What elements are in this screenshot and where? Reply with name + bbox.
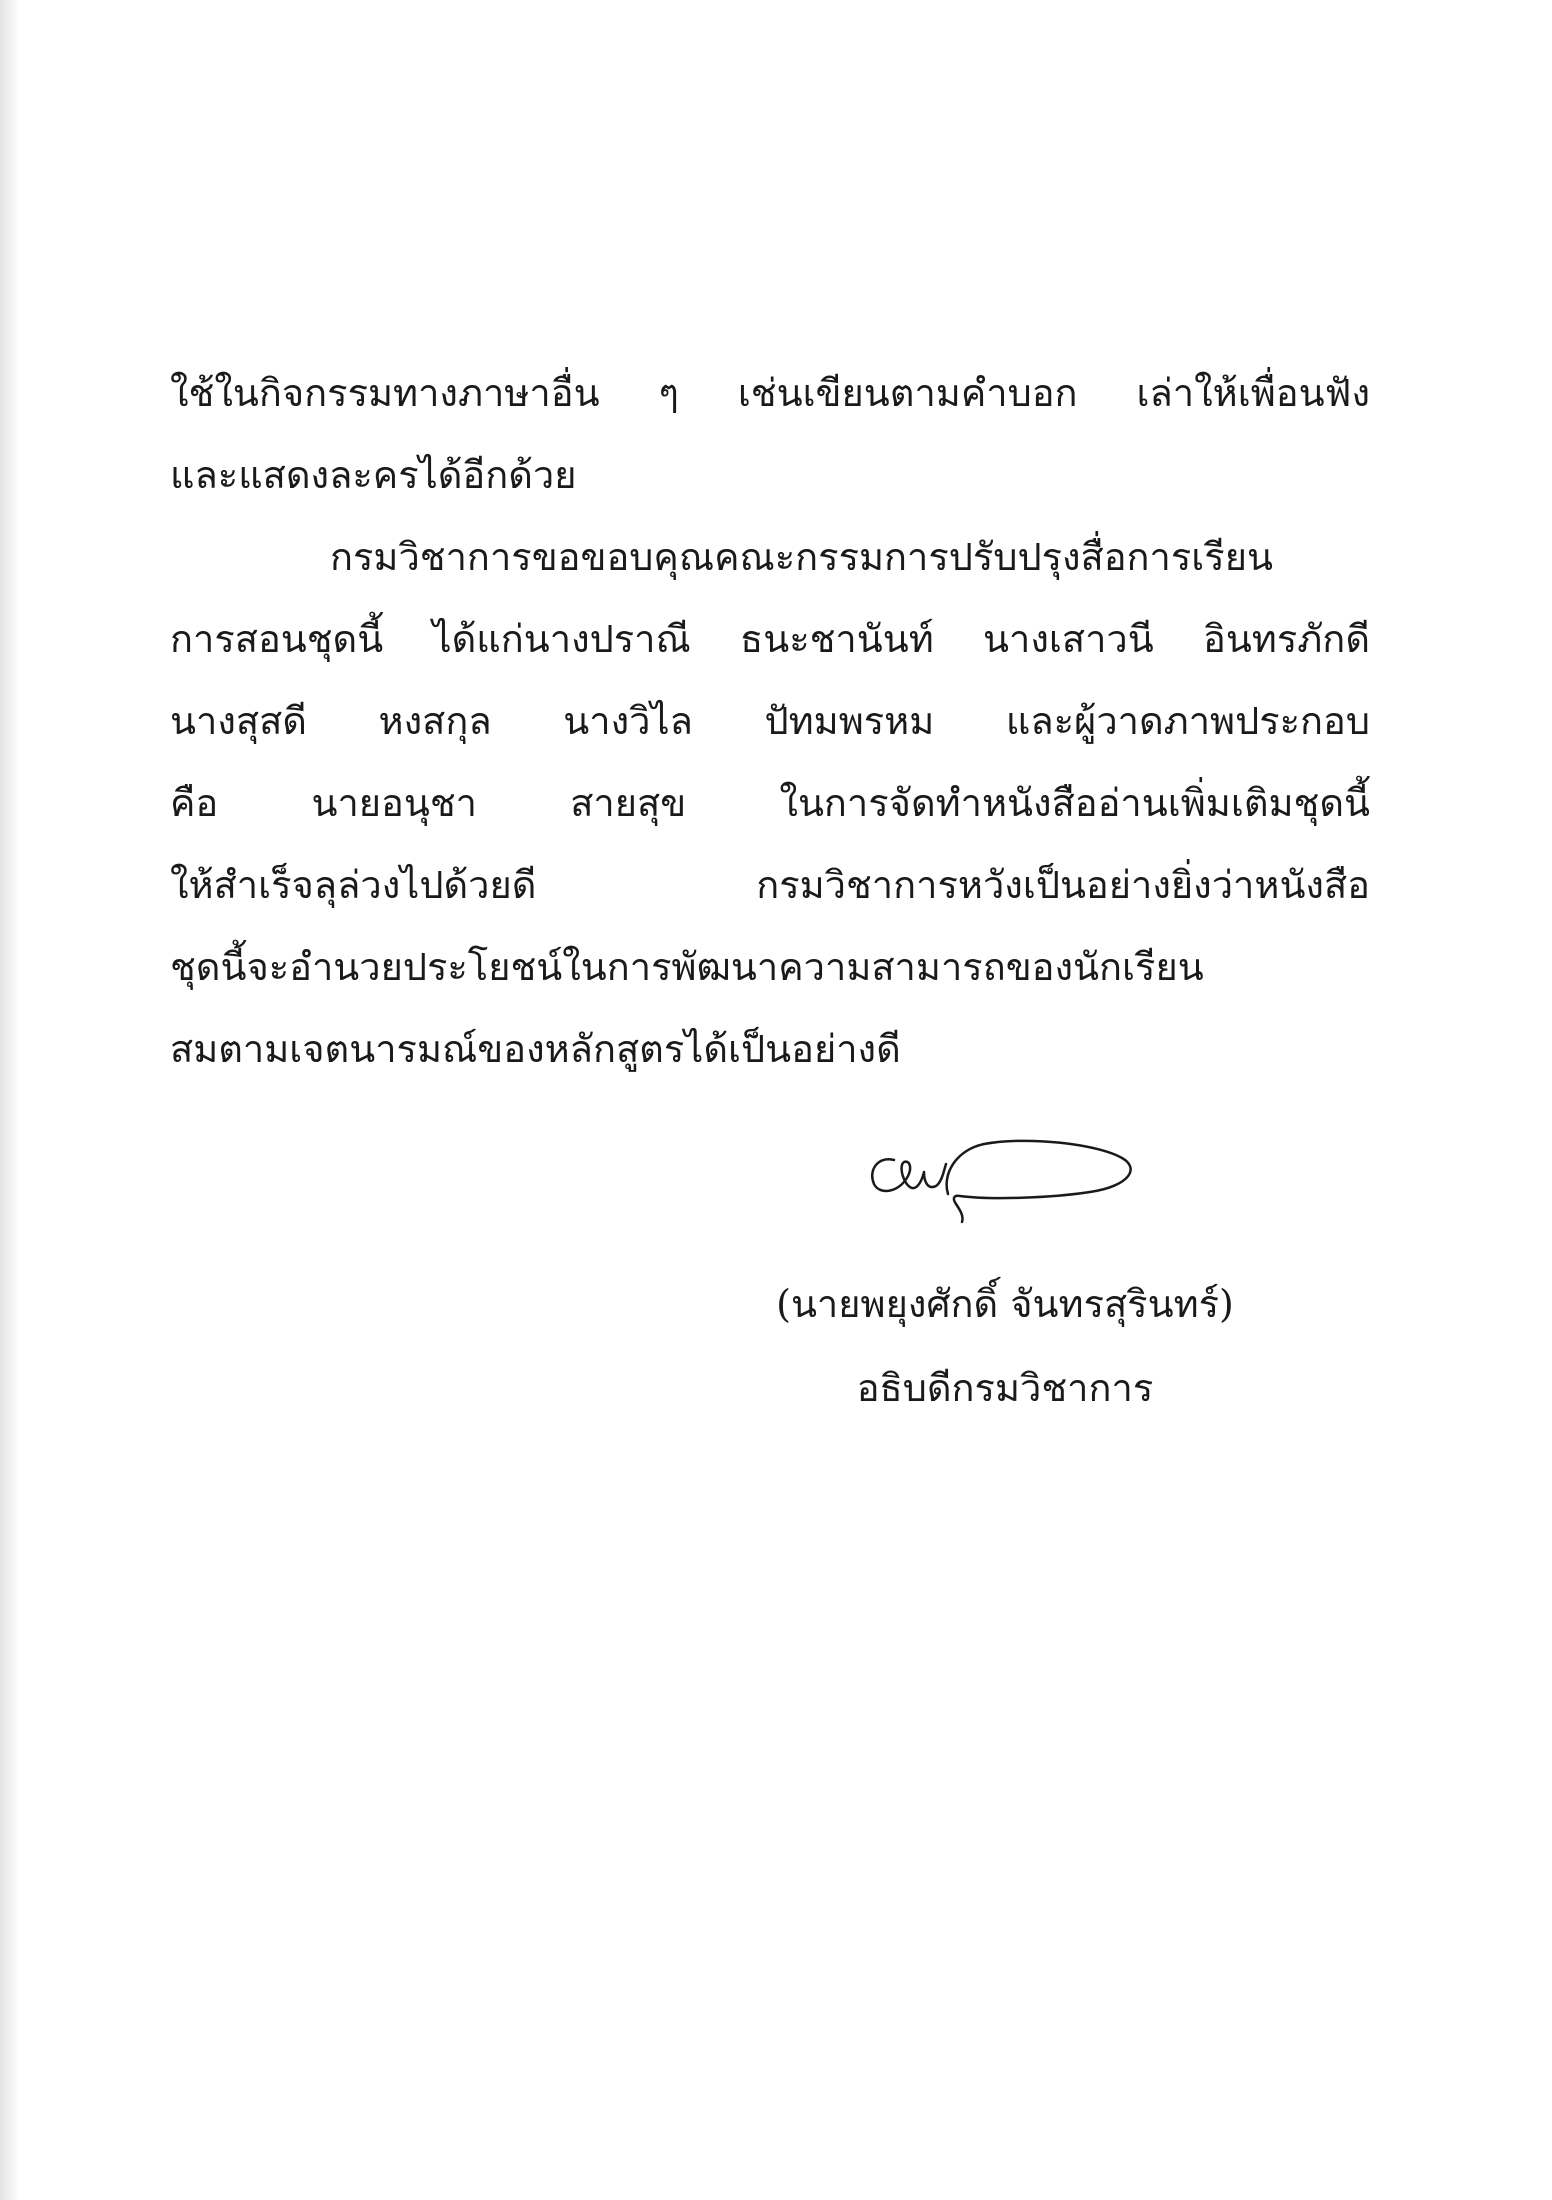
text-line: การสอนชุดนี้ ได้แก่นางปราณี ธนะชานันท์ นางเสาวนี อินทรภักดี (170, 617, 1370, 661)
text-line: ใช้ในกิจกรรมทางภาษาอื่น ๆ เช่นเขียนตามคำบอก เล่าให้เพื่อนฟัง (170, 371, 1370, 415)
text-line: คือ นายอนุชา สายสุข ในการจัดทำหนังสืออ่านเพิ่มเติมชุดนี้ (170, 781, 1370, 825)
handwritten-signature (860, 1124, 1160, 1234)
page-scan-edge (0, 0, 20, 2200)
text-line: สมตามเจตนารมณ์ของหลักสูตรได้เป็นอย่างดี (170, 1027, 901, 1071)
text-line: นางสุสดี หงสกุล นางวิไล ปัทมพรหม และผู้วาดภาพประกอบ (170, 699, 1370, 743)
text-line: ชุดนี้จะอำนวยประโยชน์ในการพัฒนาความสามารถของนักเรียน (170, 945, 1204, 989)
signer-title: อธิบดีกรมวิชาการ (856, 1366, 1154, 1410)
text-line: กรมวิชาการขอขอบคุณคณะกรรมการปรับปรุงสื่อการเรียน (330, 535, 1273, 579)
text-line: ให้สำเร็จลุล่วงไปด้วยดี กรมวิชาการหวังเป็นอย่างยิ่งว่าหนังสือ (170, 863, 1370, 907)
signer-name: (นายพยุงศักดิ์ จันทรสุรินทร์) (776, 1282, 1234, 1326)
text-line: และแสดงละครได้อีกด้วย (170, 453, 577, 497)
document-body (170, 352, 1370, 1090)
